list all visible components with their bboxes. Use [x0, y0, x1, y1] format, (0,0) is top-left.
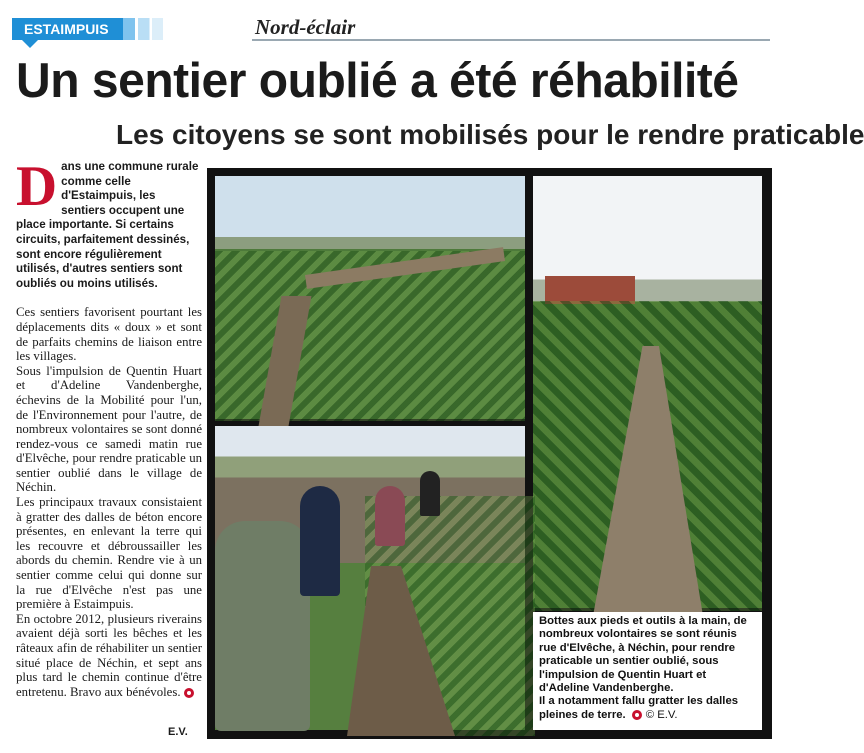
volunteer-figure — [420, 471, 440, 516]
subheadline: Les citoyens se sont mobilisés pour le rendre praticable — [116, 119, 864, 150]
caption-text-2-content: Il a notamment fallu gratter les dalles pleines de terre. — [539, 695, 739, 721]
photo-volunteers — [215, 426, 525, 730]
body-paragraph-1: Ces sentiers favorisent pourtant les déplacements dits « doux » et sont de parfaits chemins de liaison entre les villages. — [16, 305, 202, 364]
lead-paragraph — [16, 155, 202, 291]
caption-text-2 — [539, 695, 756, 722]
volunteer-figure — [300, 486, 340, 596]
photo-caption — [533, 612, 762, 730]
headline: Un sentier oublié a été réhabilité — [16, 54, 739, 108]
lead-text: ans une commune rurale comme celle d'Estaimpuis, les sentiers occupent une place importante. Si certains circuits, parfaitement dessinés, sont encore régulièrement utilisés, d'autres sentiers sont oubliés ou moins utilisés. — [16, 160, 199, 290]
end-mark-icon — [632, 710, 642, 720]
page-header — [12, 10, 770, 44]
photo-credit: © E.V. — [645, 708, 678, 721]
photo-field-path — [215, 176, 525, 419]
article-body — [16, 305, 202, 699]
volunteer-figure — [375, 486, 405, 546]
header-rule — [252, 39, 770, 41]
body-paragraph-3: Les principaux travaux consistaient à gratter des dalles de béton encore présentes, en enlevant la terre qui les recouvre et débroussailler les abords du chemin. Rendre vie à un sentier comme celui qui donne sur la rue d'Elvêche n'est pas une première à Estaimpuis. — [16, 495, 202, 612]
house-shape — [545, 276, 635, 304]
article-column — [16, 155, 202, 699]
volunteer-figure — [215, 521, 310, 731]
drop-cap: D — [16, 155, 58, 218]
newspaper-name: Nord-éclair — [255, 15, 356, 39]
signature: E.V. — [168, 726, 188, 738]
body-paragraph-2: Sous l'impulsion de Quentin Huart et d'Adeline Vandenberghe, échevins de la Mobilité pour l'un, de l'Environnement pour l'autre, de nombreux volontaires se sont donné rendez-vous ce samedi matin rue d'Elvêche, pour rendre praticable un sentier oublié dans le village de Néchin. — [16, 363, 202, 495]
photo-concrete-path — [533, 176, 762, 608]
body-paragraph-4 — [16, 612, 202, 700]
caption-text: Bottes aux pieds et outils à la main, de nombreux volontaires se sont réunis rue d'Elvêche, à Néchin, pour rendre praticable un sentier oublié, sous l'impulsion de Quentin Huart et d'Adeline Vandenberghe. — [539, 615, 747, 695]
section-tag: ESTAIMPUIS — [12, 18, 123, 40]
body-paragraph-4-text: En octobre 2012, plusieurs riverains avaient déjà sorti les bêches et les râteaux afin de réhabiliter un sentier situé place de Néchin, et sept ans plus tard le chemin continue d'être entretenu. Bravo aux bénévoles. — [16, 611, 202, 699]
end-mark-icon — [184, 688, 194, 698]
